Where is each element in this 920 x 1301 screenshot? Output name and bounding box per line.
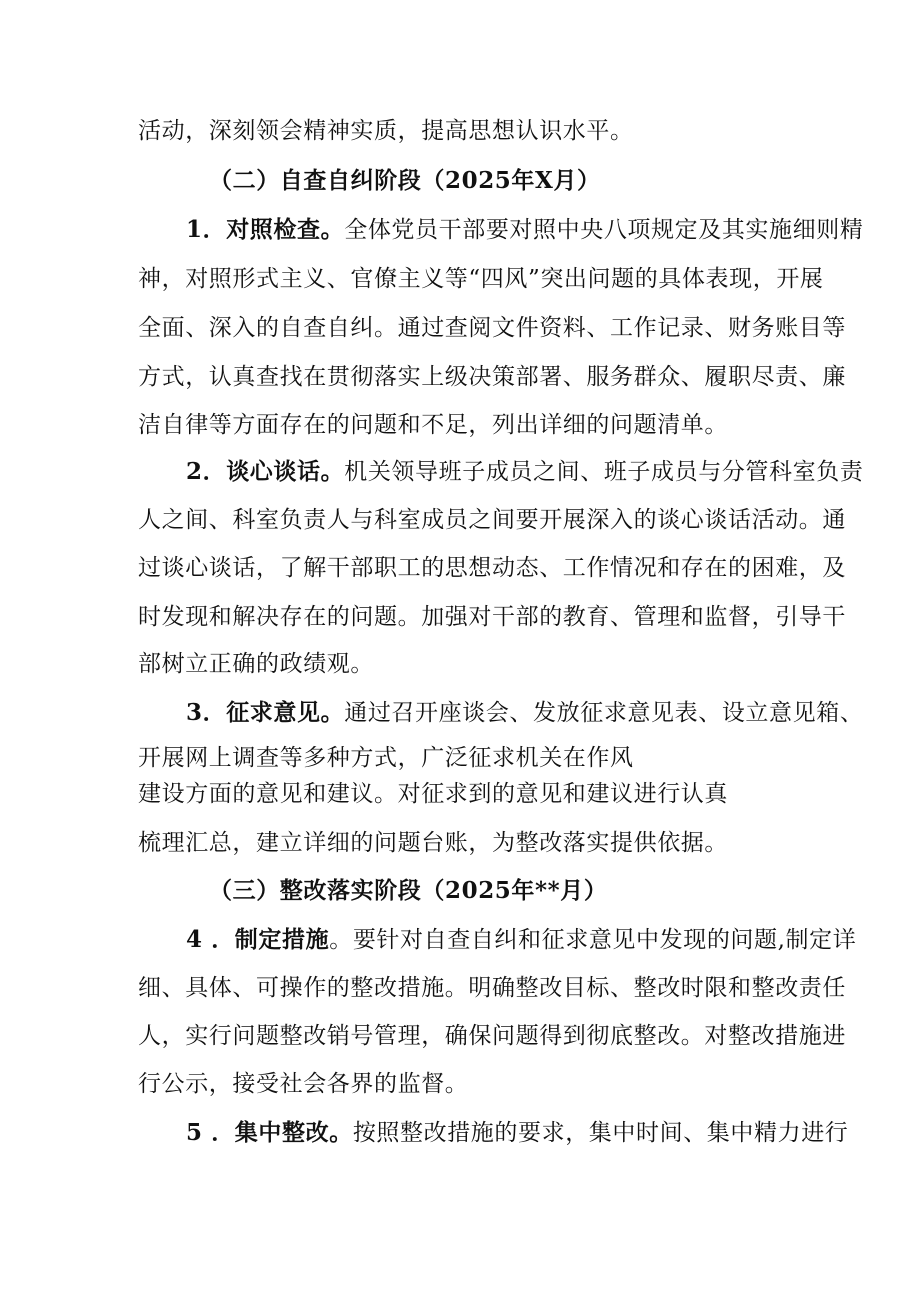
- item-2-title: 2．谈心谈话。: [186, 458, 345, 485]
- text-line: 人之间、科室负责人与科室成员之间要开展深入的谈心谈话活动。通: [138, 507, 846, 533]
- item-5-title: 5 ．集中整改。: [186, 1119, 353, 1146]
- text-line: 梳理汇总，建立详细的问题台账，为整改落实提供依据。: [138, 830, 728, 856]
- text-line: 开展网上调查等多种方式，广泛征求机关在作风: [138, 745, 634, 771]
- section-heading-2: （二）自查自纠阶段（2025年X月）: [209, 167, 601, 194]
- item-1-title: 1．对照检查。: [186, 216, 345, 243]
- text-line: 全面、深入的自查自纠。通过查阅文件资料、工作记录、财务账目等: [138, 315, 846, 341]
- item-1-line: [186, 215, 863, 245]
- text-line: 人，实行问题整改销号管理，确保问题得到彻底整改。对整改措施进: [138, 1023, 846, 1049]
- item-5-line: [186, 1118, 848, 1148]
- item-2-text: 机关领导班子成员之间、班子成员与分管科室负责: [344, 459, 864, 485]
- item-5-text: 按照整改措施的要求，集中时间、集中精力进行: [352, 1120, 849, 1146]
- item-4-text: 。要针对自查自纠和征求意见中发现的问题,制定详: [329, 927, 857, 953]
- item-4-title: 4 ．制定措施: [186, 926, 330, 953]
- item-1-text: 全体党员干部要对照中央八项规定及其实施细则精: [344, 217, 864, 243]
- text-line: 活动，深刻领会精神实质，提高思想认识水平。: [138, 118, 634, 144]
- text-line: 时发现和解决存在的问题。加强对干部的教育、管理和监督，引导干: [138, 604, 846, 630]
- text-line: 部树立正确的政绩观。: [138, 651, 374, 677]
- text-line: 神，对照形式主义、官僚主义等“四风”突出问题的具体表现，开展: [138, 266, 824, 292]
- item-4-line: [186, 925, 856, 955]
- text-line: 建设方面的意见和建议。对征求到的意见和建议进行认真: [138, 781, 728, 807]
- text-line: 细、具体、可操作的整改措施。明确整改目标、整改时限和整改责任: [138, 975, 846, 1001]
- item-2-line: [186, 457, 863, 487]
- text-line: 行公示，接受社会各界的监督。: [138, 1071, 469, 1097]
- section-heading-3: （三）整改落实阶段（2025年**月）: [209, 877, 608, 904]
- text-line: 方式，认真查找在贯彻落实上级决策部署、服务群众、履职尽责、廉: [138, 364, 846, 390]
- item-3-text: 通过召开座谈会、发放征求意见表、设立意见箱、: [344, 700, 864, 726]
- item-3-title: 3．征求意见。: [186, 699, 345, 726]
- text-line: 过谈心谈话，了解干部职工的思想动态、工作情况和存在的困难，及: [138, 555, 846, 581]
- item-3-line: [186, 698, 863, 728]
- text-line: 洁自律等方面存在的问题和不足，列出详细的问题清单。: [138, 412, 728, 438]
